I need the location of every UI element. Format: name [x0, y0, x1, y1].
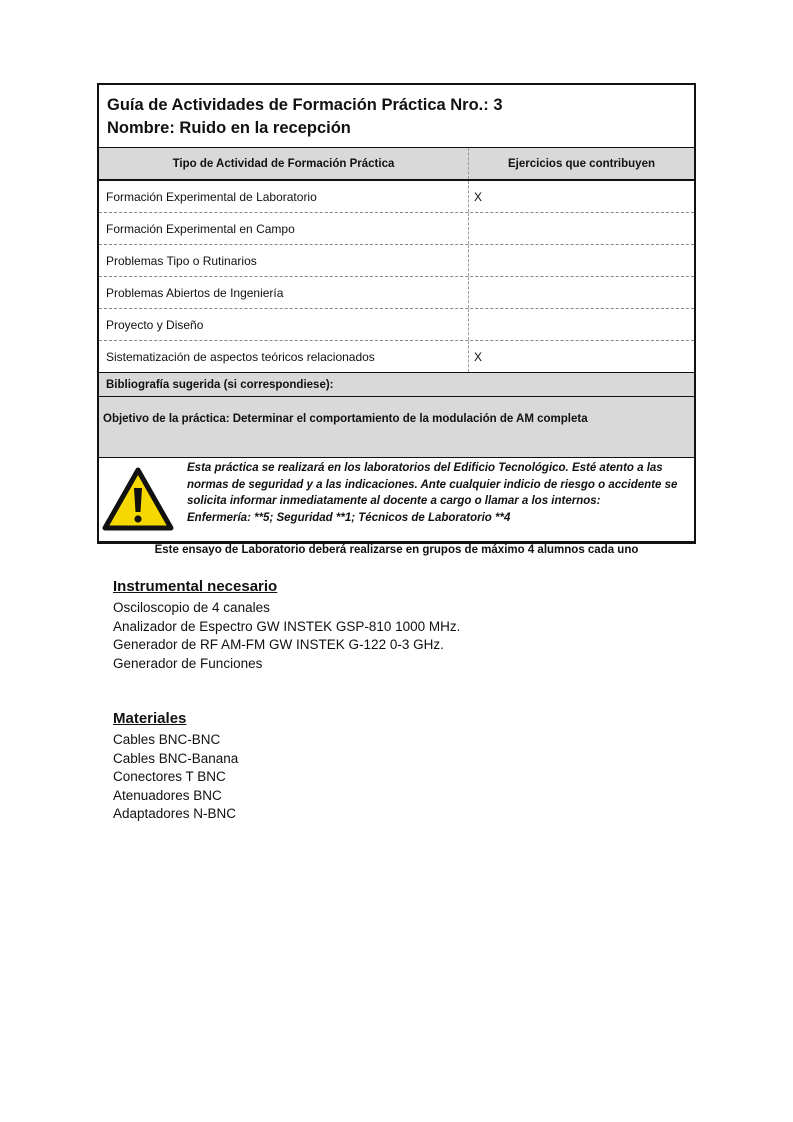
activity-type-cell: Problemas Abiertos de Ingeniería — [99, 277, 469, 308]
guide-title: Guía de Actividades de Formación Práctica Nro.: 3 — [107, 96, 503, 114]
material-item: Cables BNC-Banana — [113, 750, 239, 766]
warning-text — [187, 460, 707, 526]
table-row — [99, 277, 694, 309]
materials-section — [113, 709, 238, 824]
safety-warning — [99, 458, 694, 544]
warning-triangle-icon — [102, 466, 174, 532]
title-block — [99, 85, 694, 148]
instrumental-title: Instrumental necesario — [113, 578, 278, 595]
warning-line: solicita informar inmediatamente al docente a cargo o llamar a los internos: — [187, 495, 601, 507]
instrument-item: Analizador de Espectro GW INSTEK GSP-810 1000 MHz. — [113, 618, 461, 634]
practice-name: Nombre: Ruido en la recepción — [107, 119, 351, 137]
table-row — [99, 341, 694, 373]
material-item: Conectores T BNC — [113, 769, 226, 784]
activity-mark-cell: X — [474, 349, 483, 364]
activity-type-cell: Formación Experimental de Laboratorio — [99, 181, 469, 212]
table-row — [99, 309, 694, 341]
activity-type-cell: Formación Experimental en Campo — [99, 213, 469, 244]
objective-text: Objetivo de la práctica: Determinar el comportamiento de la modulación de AM completa — [103, 413, 588, 425]
material-item: Atenuadores BNC — [113, 787, 222, 803]
activity-mark-cell: X — [474, 189, 483, 204]
table-row — [99, 181, 694, 213]
activity-mark-cell — [469, 309, 694, 340]
activity-type-cell: Proyecto y Diseño — [99, 309, 469, 340]
warning-line: Enfermería: **5; Seguridad **1; Técnicos de Laboratorio **4 — [187, 511, 511, 524]
table-header-row — [99, 148, 694, 181]
activity-guide-sheet — [97, 83, 696, 544]
activity-type-cell: Sistematización de aspectos teóricos relacionados — [99, 341, 469, 372]
bibliography-label: Bibliografía sugerida (si correspondiese): — [99, 373, 694, 397]
column-header-exercises: Ejercicios que contribuyen — [508, 157, 655, 170]
warning-line: normas de seguridad y a las indicaciones. Ante cualquier indicio de riesgo o accidente se — [187, 478, 678, 491]
column-header-activity-type: Tipo de Actividad de Formación Práctica — [99, 148, 469, 179]
activity-mark-cell — [469, 277, 694, 308]
table-row — [99, 245, 694, 277]
instrumental-section — [113, 577, 460, 673]
instrument-item: Osciloscopio de 4 canales — [113, 600, 270, 615]
activity-type-cell: Problemas Tipo o Rutinarios — [99, 245, 469, 276]
materials-title: Materiales — [113, 710, 187, 727]
material-item: Cables BNC-BNC — [113, 732, 221, 747]
warning-line: Esta práctica se realizará en los laboratorios del Edificio Tecnológico. Esté atento a las — [187, 462, 663, 474]
material-item: Adaptadores N-BNC — [113, 806, 237, 821]
activity-mark-cell — [469, 245, 694, 276]
practice-objective — [99, 397, 694, 458]
instrument-item: Generador de RF AM-FM GW INSTEK G-122 0-3 GHz. — [113, 637, 444, 652]
activity-mark-cell — [469, 213, 694, 244]
group-note: Este ensayo de Laboratorio deberá realizarse en grupos de máximo 4 alumnos cada uno — [154, 544, 639, 556]
table-row — [99, 213, 694, 245]
instrument-item: Generador de Funciones — [113, 655, 263, 671]
